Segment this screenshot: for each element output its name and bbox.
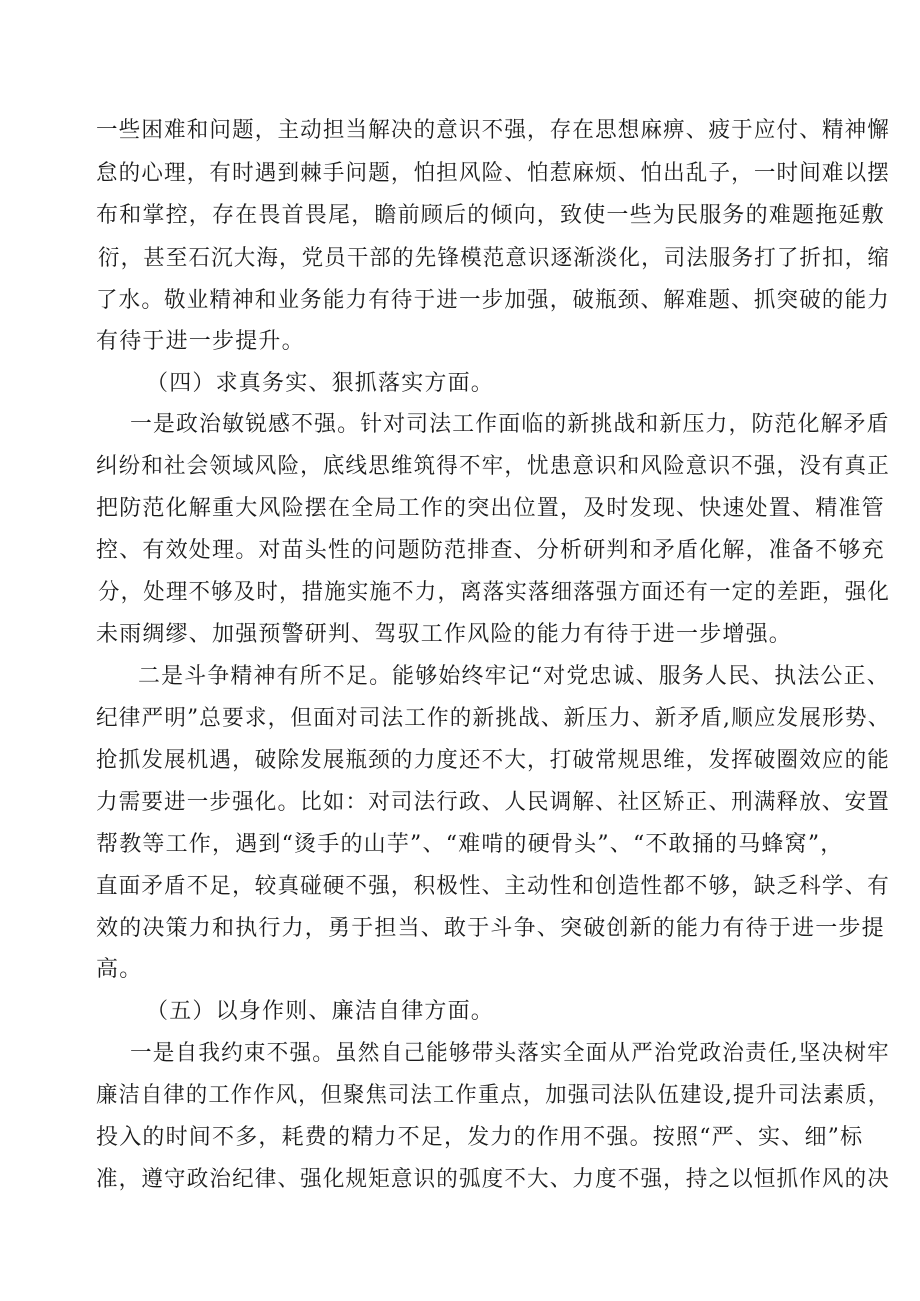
paragraph-line: 布和掌控，存在畏首畏尾，瞻前顾后的倾向，致使一些为民服务的难题拖延敷 (96, 203, 885, 228)
section-heading: （四）求真务实、狠抓落实方面。 (146, 371, 495, 396)
paragraph-line: 了水。敬业精神和业务能力有待于进一步加强，破瓶颈、解难题、抓突破的能力 (96, 288, 890, 313)
paragraph-line: 控、有效处理。对苗头性的问题防范排查、分析研判和矛盾化解，准备不够充 (96, 538, 885, 563)
paragraph-line: 力需要进一步强化。比如：对司法行政、人民调解、社区矫正、刑满释放、安置 (96, 790, 890, 815)
paragraph-line: 廉洁自律的工作作风，但聚焦司法工作重点，加强司法队伍建设,提升司法素质， (96, 1083, 891, 1108)
paragraph-line: 直面矛盾不足，较真碰硬不强，积极性、主动性和创造性都不够，缺乏科学、有 (96, 874, 890, 899)
paragraph-line: 一是自我约束不强。虽然自己能够带头落实全面从严治党政治责任,坚决树牢 (130, 1041, 890, 1066)
paragraph-line: 纪律严明”总要求，但面对司法工作的新挑战、新压力、新矛盾,顺应发展形势、 (96, 706, 891, 731)
paragraph-line: 衍，甚至石沉大海，党员干部的先锋模范意识逐渐淡化，司法服务打了折扣，缩 (98, 246, 891, 271)
paragraph-line: 高。 (96, 957, 143, 982)
paragraph-line: 投入的时间不多，耗费的精力不足，发力的作用不强。按照“严、实、细”标 (96, 1125, 864, 1150)
section-heading: （五）以身作则、廉洁自律方面。 (146, 999, 495, 1024)
paragraph-line: 准，遵守政治纪律、强化规矩意识的弧度不大、力度不强，持之以恒抓作风的决 (96, 1167, 890, 1192)
paragraph-line: 二是斗争精神有所不足。能够始终牢记“对党忠诚、服务人民、执法公正、 (138, 664, 890, 689)
paragraph-line: 未雨绸缪、加强预警研判、驾驭工作风险的能力有待于进一步增强。 (96, 622, 793, 647)
paragraph-line: 一是政治敏锐感不强。针对司法工作面临的新挑战和新压力，防范化解矛盾 (130, 412, 890, 437)
paragraph-line: 效的决策力和执行力，勇于担当、敢于斗争、突破创新的能力有待于进一步提 (96, 916, 885, 941)
paragraph-line: 一些困难和问题，主动担当解决的意识不强，存在思想麻痹、疲于应付、精神懈 (96, 118, 890, 143)
paragraph-line: 分，处理不够及时，措施实施不力，离落实落细落强方面还有一定的差距，强化 (98, 580, 891, 605)
paragraph-line: 有待于进一步提升。 (96, 329, 305, 354)
paragraph-line: 帮教等工作，遇到“烫手的山芋”、“难啃的硬骨头”、“不敢捅的马蜂窝”， (96, 832, 844, 857)
paragraph-line: 怠的心理，有时遇到棘手问题，怕担风险、怕惹麻烦、怕出乱子，一时间难以摆 (96, 161, 890, 186)
paragraph-line: 纠纷和社会领域风险，底线思维筑得不牢，忧患意识和风险意识不强，没有真正 (96, 454, 890, 479)
paragraph-line: 把防范化解重大风险摆在全局工作的突出位置，及时发现、快速处置、精准管 (96, 496, 885, 521)
paragraph-line: 抢抓发展机遇，破除发展瓶颈的力度还不大，打破常规思维，发挥破圈效应的能 (96, 748, 890, 773)
